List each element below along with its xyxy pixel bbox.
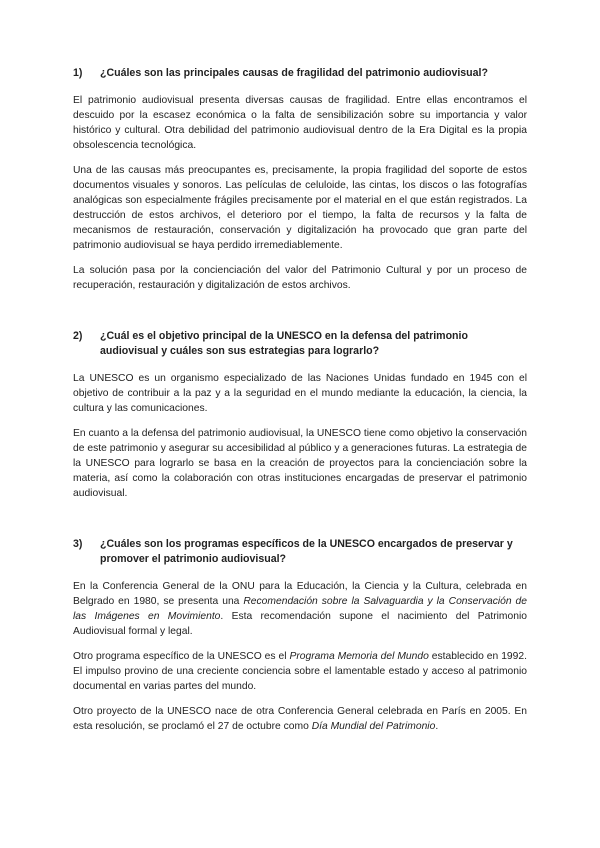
text-run: En la Conferencia General de la ONU para la Educación, la Ciencia y la Cultura, celebrada en Belgrado en 1980, se presenta una bbox=[73, 581, 527, 607]
text-run: . Esta recomendación supone el nacimiento del Patrimonio Audiovisual formal y legal. bbox=[73, 611, 527, 637]
paragraph bbox=[73, 579, 527, 639]
emphasis-title: Programa Memoria del Mundo bbox=[289, 651, 429, 662]
text-run: . bbox=[435, 721, 439, 732]
paragraph: En cuanto a la defensa del patrimonio audiovisual, la UNESCO tiene como objetivo la conservación de este patrimonio y asegurar su accesibilidad al público y a generaciones futuras. La estrategia de la UNESCO para lograrlo se basa en la creación de proyectos para la concienciación sobre la materia, así como la colaboración con otras instituciones encargadas de preservar el patrimonio audiovisual. bbox=[73, 428, 527, 499]
question-heading bbox=[73, 329, 527, 359]
emphasis-title: Día Mundial del Patrimonio bbox=[311, 721, 436, 732]
section-3 bbox=[73, 537, 527, 734]
question-number: 1) bbox=[73, 67, 83, 79]
question-number: 2) bbox=[73, 330, 83, 342]
section-2 bbox=[73, 329, 527, 501]
emphasis-title: Recomendación sobre la Salvaguardia y la Conservación de las Imágenes en Movimiento bbox=[73, 596, 528, 622]
question-text: ¿Cuáles son las principales causas de fragilidad del patrimonio audiovisual? bbox=[100, 67, 488, 79]
question-heading bbox=[73, 66, 527, 81]
paragraph bbox=[73, 649, 527, 694]
text-run: establecido en 1992. El impulso provino de una creciente conciencia sobre el lamentable estado y acceso al patrimonio documental en varias partes del mundo. bbox=[73, 651, 527, 692]
text-run: Otro proyecto de la UNESCO nace de otra Conferencia General celebrada en París en 2005. En esta resolución, se proclamó el 27 de octubre como bbox=[73, 706, 527, 732]
paragraph: La UNESCO es un organismo especializado de las Naciones Unidas fundado en 1945 con el objetivo de contribuir a la paz y a la seguridad en el mundo mediante la educación, la ciencia, la cultura y las comunicaciones. bbox=[73, 373, 527, 414]
text-run: Otro programa específico de la UNESCO es el bbox=[73, 651, 290, 662]
document-page bbox=[73, 66, 527, 770]
paragraph: El patrimonio audiovisual presenta diversas causas de fragilidad. Entre ellas encontramos el descuido por la escasez económica o la falta de sensibilización sobre su importancia y valor histórico y cultural. Otra debilidad del patrimonio audiovisual dentro de la Era Digital es la propia obsolescencia tecnológica. bbox=[73, 95, 527, 151]
question-text: ¿Cuál es el objetivo principal de la UNESCO en la defensa del patrimonio audiovisual y cuáles son sus estrategias para lograrlo? bbox=[100, 330, 468, 357]
paragraph: Una de las causas más preocupantes es, precisamente, la propia fragilidad del soporte de estos documentos visuales y sonoros. Las películas de celuloide, las cintas, los discos o las fotografías analógicas son especialmente frágiles precisamente por el material en el que están registrados. La destrucción de estos archivos, el deterioro por el tiempo, la falta de recursos y la falta de mecanismos de restauración, conservación y digitalización ha provocado que gran parte del patrimonio audiovisual se haya perdido irremediablemente. bbox=[73, 165, 527, 251]
paragraph: La solución pasa por la concienciación del valor del Patrimonio Cultural y por un proceso de recuperación, restauración y digitalización de estos archivos. bbox=[73, 265, 527, 291]
question-heading bbox=[73, 537, 527, 567]
question-text: ¿Cuáles son los programas específicos de la UNESCO encargados de preservar y promover el patrimonio audiovisual? bbox=[100, 538, 513, 565]
section-1 bbox=[73, 66, 527, 293]
paragraph bbox=[73, 704, 527, 734]
question-number: 3) bbox=[73, 538, 83, 550]
